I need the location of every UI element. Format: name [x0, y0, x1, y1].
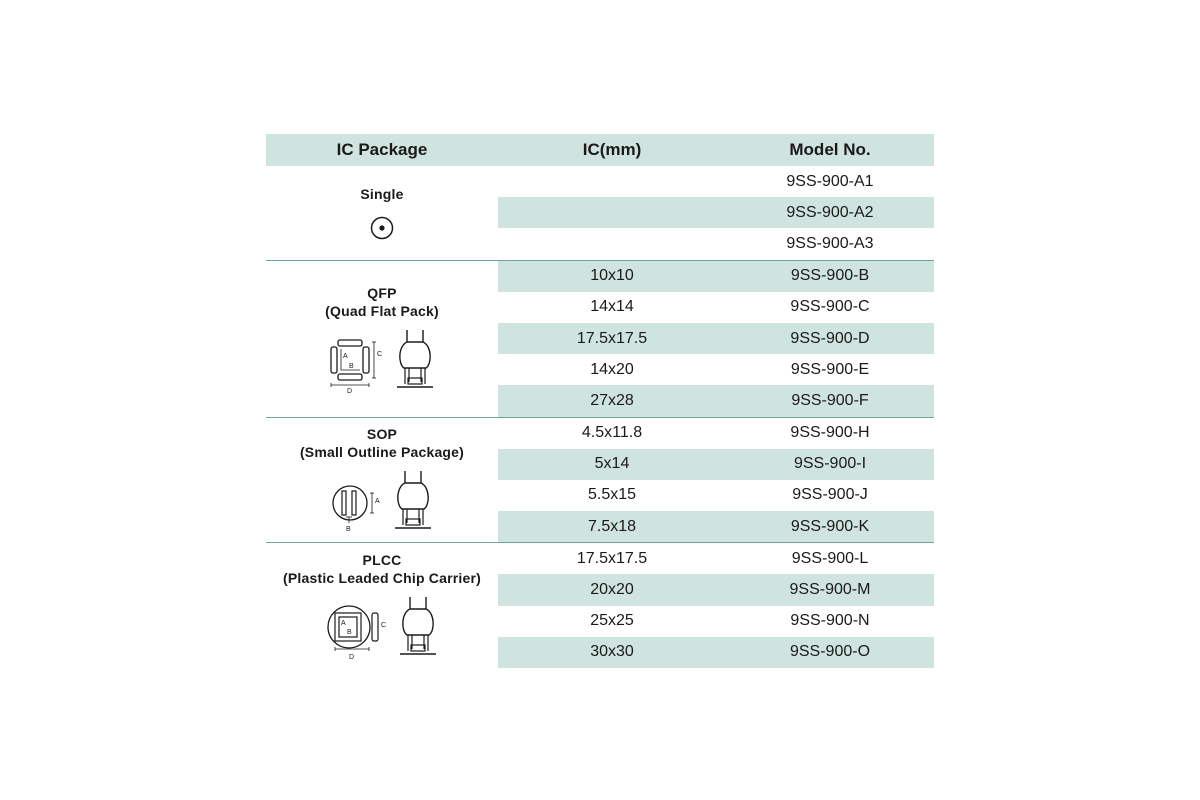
- single-nozzle-icon: [369, 215, 395, 241]
- package-name: PLCC: [362, 551, 402, 568]
- nozzle-side-icon: [392, 469, 434, 535]
- ic-size-cell: 20x20: [498, 574, 726, 605]
- sop-label-a: A: [375, 497, 380, 505]
- ic-size-cell: [498, 228, 726, 260]
- ic-size-cell: 5x14: [498, 449, 726, 480]
- ic-size-cell: 10x10: [498, 260, 726, 292]
- package-cell-single: [266, 166, 498, 260]
- table-row: [266, 166, 934, 197]
- plcc-label-c: C: [381, 621, 387, 629]
- model-cell: 9SS-900-B: [726, 260, 934, 292]
- plcc-label-b: B: [347, 628, 352, 636]
- ic-size-cell: 7.5x18: [498, 511, 726, 543]
- qfp-label-a: A: [343, 352, 348, 360]
- model-cell: 9SS-900-A1: [786, 172, 874, 190]
- table-row: [266, 543, 934, 575]
- ic-size-cell: 17.5x17.5: [498, 543, 726, 575]
- ic-size-cell: 27x28: [498, 385, 726, 417]
- nozzle-model-table: [266, 134, 934, 668]
- table-row: [266, 260, 934, 292]
- nozzle-side-icon: [394, 328, 436, 394]
- table-row: [266, 417, 934, 449]
- model-cell: 9SS-900-E: [790, 360, 870, 378]
- package-cell-sop: [266, 417, 498, 543]
- package-subtitle: (Quad Flat Pack): [325, 302, 439, 319]
- header-model-no: Model No.: [726, 134, 934, 166]
- package-name: Single: [360, 185, 404, 202]
- plcc-label-a: A: [341, 619, 346, 627]
- qfp-label-d: D: [347, 387, 353, 394]
- ic-size-cell: 14x20: [590, 360, 634, 378]
- model-cell: 9SS-900-A3: [786, 234, 874, 252]
- model-cell: 9SS-900-N: [790, 612, 870, 630]
- model-cell: 9SS-900-H: [726, 417, 934, 449]
- nozzle-table-container: [266, 134, 934, 668]
- model-cell: 9SS-900-I: [726, 449, 934, 480]
- sop-diagram-icon: [330, 483, 386, 535]
- package-name: SOP: [366, 425, 398, 442]
- qfp-diagram-icon: [328, 336, 388, 394]
- model-cell: 9SS-900-K: [726, 511, 934, 543]
- ic-size-cell: 25x25: [590, 612, 634, 630]
- header-ic-mm: IC(mm): [498, 134, 726, 166]
- plcc-diagram-icon: [325, 605, 391, 661]
- package-name: QFP: [367, 284, 397, 301]
- ic-size-cell: 5.5x15: [587, 486, 637, 504]
- nozzle-side-icon: [397, 595, 439, 661]
- model-cell: 9SS-900-C: [790, 298, 870, 316]
- model-cell: 9SS-900-J: [792, 486, 868, 504]
- qfp-label-c: C: [377, 350, 383, 358]
- ic-size-cell: 30x30: [498, 637, 726, 668]
- model-cell: 9SS-900-M: [726, 574, 934, 605]
- ic-size-cell: 14x14: [590, 298, 634, 316]
- ic-size-cell: 4.5x11.8: [498, 417, 726, 449]
- model-cell: 9SS-900-F: [726, 385, 934, 417]
- model-cell: 9SS-900-A2: [726, 197, 934, 228]
- ic-size-cell: [498, 166, 726, 197]
- qfp-label-b: B: [349, 362, 354, 370]
- ic-size-cell: 17.5x17.5: [498, 323, 726, 354]
- ic-size-cell: [498, 197, 726, 228]
- model-cell: 9SS-900-O: [726, 637, 934, 668]
- package-cell-plcc: [266, 543, 498, 668]
- header-ic-package: IC Package: [266, 134, 498, 166]
- package-subtitle: (Plastic Leaded Chip Carrier): [283, 569, 481, 586]
- sop-label-b: B: [346, 525, 351, 533]
- package-subtitle: (Small Outline Package): [299, 443, 465, 460]
- model-cell: 9SS-900-D: [726, 323, 934, 354]
- model-cell: 9SS-900-L: [726, 543, 934, 575]
- table-header-row: [266, 134, 934, 166]
- package-cell-qfp: [266, 260, 498, 417]
- plcc-label-d: D: [349, 653, 355, 661]
